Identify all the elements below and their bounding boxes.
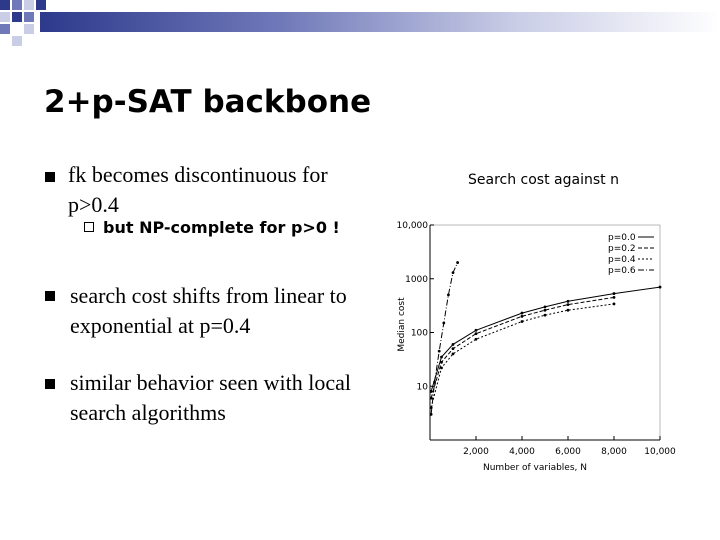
data-point xyxy=(521,312,524,315)
data-point xyxy=(544,309,547,312)
data-point xyxy=(440,366,443,369)
data-point xyxy=(452,352,455,355)
data-point xyxy=(440,361,443,364)
data-point xyxy=(521,315,524,318)
data-point xyxy=(567,300,570,303)
y-tick-label: 10 xyxy=(416,382,428,393)
data-point xyxy=(544,305,547,308)
x-tick-label: 4,000 xyxy=(509,447,535,457)
y-tick-label: 1000 xyxy=(405,274,428,285)
bullet-1: fk becomes discontinuous for p>0.4 xyxy=(68,162,328,217)
bullet-2: search cost shifts from linear to exponential at p=0.4 xyxy=(70,283,347,338)
legend-label: p=0.4 xyxy=(608,255,636,265)
data-point xyxy=(659,286,662,289)
slide-title: 2+p-SAT backbone xyxy=(44,84,372,120)
data-point xyxy=(438,350,441,353)
data-point xyxy=(613,292,616,295)
data-point xyxy=(452,347,455,350)
data-point xyxy=(475,329,478,332)
bullet-3: similar behavior seen with local search algorithms xyxy=(70,370,352,425)
legend-label: p=0.6 xyxy=(608,266,636,276)
data-point xyxy=(452,343,455,346)
data-point xyxy=(475,332,478,335)
x-axis-label: Number of variables, N xyxy=(482,463,588,473)
data-point xyxy=(430,413,433,416)
sub-bullet: but NP-complete for p>0 ! xyxy=(103,218,340,237)
data-point xyxy=(430,390,433,393)
data-point xyxy=(442,322,445,325)
y-tick-label: 10,000 xyxy=(396,221,428,231)
data-point xyxy=(613,296,616,299)
data-point xyxy=(447,294,450,297)
y-tick-label: 100 xyxy=(410,328,428,339)
x-tick-label: 2,000 xyxy=(463,447,489,457)
data-point xyxy=(475,338,478,341)
data-point xyxy=(613,303,616,306)
data-point xyxy=(452,271,455,274)
data-point xyxy=(521,320,524,323)
chart-title: Search cost against n xyxy=(468,172,619,188)
series-line xyxy=(431,304,614,408)
x-tick-label: 8,000 xyxy=(601,447,627,457)
data-point xyxy=(567,309,570,312)
x-tick-label: 10,000 xyxy=(644,447,676,457)
data-point xyxy=(544,314,547,317)
data-point xyxy=(440,356,443,359)
data-point xyxy=(567,303,570,306)
data-point xyxy=(433,381,436,384)
x-tick-label: 6,000 xyxy=(555,447,581,457)
y-axis-label: Median cost xyxy=(397,297,407,352)
legend-label: p=0.2 xyxy=(608,244,636,254)
series-line xyxy=(431,287,660,391)
legend-label: p=0.0 xyxy=(608,233,636,243)
data-point xyxy=(430,397,433,400)
data-point xyxy=(456,261,459,264)
